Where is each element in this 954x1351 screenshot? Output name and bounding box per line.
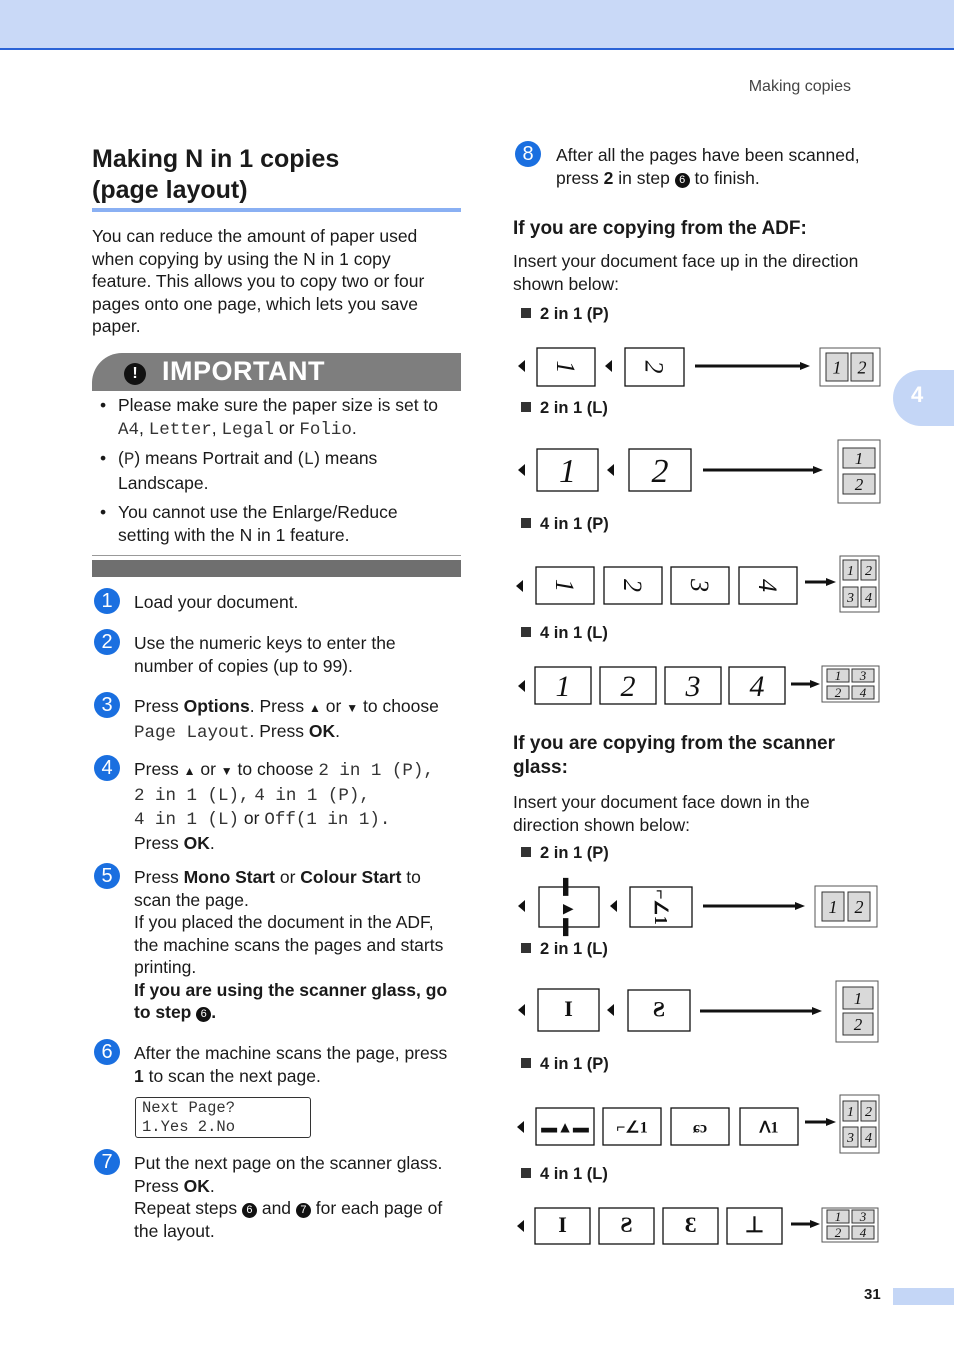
output-digit: 1	[854, 448, 864, 468]
output-digit: 2	[834, 1225, 842, 1241]
t: Press	[134, 759, 184, 779]
mirrored-digit: Ƨ	[652, 996, 666, 1022]
intro-line: when copying by using the N in 1 copy	[92, 248, 391, 269]
mirrored-digit: ▬▲▬	[541, 1119, 589, 1137]
heading-line: glass:	[513, 757, 568, 778]
arrow-head-icon	[810, 680, 820, 688]
feed-direction-icon	[517, 1220, 524, 1232]
t: Press	[134, 696, 184, 716]
step-8-number: 8	[515, 141, 541, 167]
arrow-head-icon	[795, 902, 805, 910]
feed-direction-icon	[518, 900, 525, 912]
landscape-code: L	[303, 450, 315, 470]
bullet-text: Landscape.	[118, 473, 209, 493]
step-ref-icon: 6	[242, 1203, 257, 1218]
output-digit: 2	[853, 1014, 863, 1034]
output-digit: 1	[847, 563, 854, 579]
step-5-number: 5	[94, 863, 120, 889]
arrow-head-icon	[813, 466, 823, 474]
output-digit: 1	[834, 1209, 842, 1225]
step-line: number of copies (up to 99).	[134, 655, 353, 676]
page-digit: 1	[550, 360, 580, 374]
step-note: to step	[134, 1002, 197, 1022]
intro-line: You can reduce the amount of paper used	[92, 226, 418, 246]
layout-label: 2 in 1 (P)	[540, 305, 609, 323]
feed-direction-icon	[607, 1004, 614, 1016]
step-line: After all the pages have been scanned,	[556, 145, 860, 165]
layout-label: 2 in 1 (L)	[540, 399, 608, 417]
step-ref-icon: 6	[196, 1007, 211, 1022]
colour-start-key: Colour Start	[300, 867, 402, 887]
step-2-number: 2	[94, 629, 120, 655]
step-line: Use the numeric keys to enter the	[134, 633, 396, 653]
layout-label: 2 in 1 (P)	[540, 844, 609, 862]
bullet-text: ) means Portrait and (	[134, 448, 304, 468]
feed-direction-icon	[518, 464, 525, 476]
bullet-text: ) means	[314, 448, 378, 468]
bullet-text: setting with the N in 1 feature.	[118, 525, 350, 545]
layout-label: 4 in 1 (P)	[540, 1055, 609, 1073]
output-digit: 2	[865, 1104, 872, 1120]
running-header: Making copies	[748, 78, 851, 95]
output-digit: 1	[847, 1104, 854, 1120]
t: Repeat steps	[134, 1198, 242, 1218]
exclamation-icon: !	[124, 363, 146, 385]
arrow-head-icon	[826, 1118, 836, 1126]
step-4-number: 4	[94, 755, 120, 781]
t: for each page of	[310, 1198, 443, 1218]
title-line-1: Making N in 1 copies	[92, 145, 340, 173]
step-note: If you are using the scanner glass, go	[134, 979, 448, 1000]
output-digit: 2	[865, 563, 872, 579]
intro-line: paper.	[92, 316, 141, 336]
step-7-number: 7	[94, 1149, 120, 1175]
layout-label: 4 in 1 (L)	[540, 1165, 608, 1183]
down-arrow-icon: ▼	[220, 764, 233, 778]
output-digit: 3	[859, 1209, 867, 1225]
output-digit: 1	[832, 357, 842, 378]
t: to scan the next page.	[143, 1065, 321, 1086]
ok-key: OK	[183, 832, 210, 853]
or-text: or	[278, 418, 295, 438]
chapter-number: 4	[911, 382, 924, 407]
heading-line: If you are copying from the scanner	[513, 733, 836, 754]
step-ref-icon: 7	[296, 1203, 311, 1218]
key-2: 2	[603, 167, 614, 188]
mirrored-digit: ⌐∠1	[651, 889, 671, 925]
output-digit: 4	[865, 1130, 872, 1146]
step-line: If you placed the document in the ADF,	[134, 912, 434, 932]
option-code: 2 in 1 (L),	[134, 785, 250, 806]
layout-label: 4 in 1 (P)	[540, 515, 609, 533]
desc-line: Insert your document face up in the direction	[513, 251, 859, 271]
lcd-line-2: 1.Yes 2.No	[142, 1118, 236, 1136]
step-1-text: Load your document.	[134, 592, 299, 612]
adf-heading: If you are copying from the ADF:	[513, 218, 807, 239]
title-line-2: (page layout)	[92, 176, 248, 204]
feed-direction-icon	[610, 900, 617, 912]
mirrored-digit: I	[558, 1212, 567, 1237]
t: to choose	[232, 759, 319, 779]
paper-a4: A4	[118, 420, 140, 440]
output-digit: 4	[865, 590, 872, 606]
layout-label: 2 in 1 (L)	[540, 940, 608, 958]
option-code: 2 in 1 (P),	[318, 761, 434, 781]
page-digit: 4	[752, 579, 782, 592]
mirrored-digit: ▬ ▲▬	[559, 877, 579, 937]
t: Press	[134, 832, 184, 853]
layout-label: 4 in 1 (L)	[540, 624, 608, 642]
feed-direction-icon	[518, 1004, 525, 1016]
menu-code: Page Layout	[134, 722, 250, 743]
t: and	[256, 1198, 296, 1218]
page-digit: 2	[617, 579, 647, 592]
ok-key: OK	[308, 720, 336, 741]
page-digit: 1	[559, 452, 576, 490]
feed-direction-icon	[605, 360, 612, 372]
mirrored-digit: Ɛ	[684, 1212, 697, 1237]
important-label: IMPORTANT	[162, 356, 325, 386]
bullet-dot: •	[100, 448, 107, 468]
t: .	[335, 720, 340, 741]
output-digit: 3	[847, 590, 854, 606]
step-line: printing.	[134, 957, 197, 977]
step-ref-icon: 6	[675, 173, 690, 188]
page-digit: 2	[651, 452, 669, 490]
paper-letter: Letter	[148, 420, 212, 440]
option-code: 4 in 1 (P),	[254, 785, 370, 806]
bullet-text: You cannot use the Enlarge/Reduce	[118, 502, 398, 522]
feed-direction-icon	[607, 464, 614, 476]
feed-direction-icon	[518, 680, 525, 692]
output-digit: 2	[854, 896, 864, 917]
page-number-bar	[893, 1288, 954, 1305]
page-digit: 4	[749, 670, 765, 703]
desc-line: Insert your document face down in the	[513, 792, 810, 812]
t: or	[275, 867, 301, 887]
mirrored-digit: Ƨ	[620, 1212, 633, 1237]
feed-direction-icon	[516, 580, 523, 592]
t: in step	[613, 167, 675, 188]
mirrored-digit: I	[564, 996, 573, 1021]
step-line: After the machine scans the page, press	[134, 1043, 448, 1063]
t: press	[556, 167, 604, 188]
output-digit: 1	[834, 668, 842, 684]
t: or	[320, 696, 347, 716]
page-digit: 3	[685, 670, 701, 703]
lcd-line-1: Next Page?	[142, 1099, 236, 1117]
t: .	[209, 832, 215, 853]
feed-direction-icon	[518, 360, 525, 372]
bullet-text: Please make sure the paper size is set to	[118, 395, 439, 415]
t: .	[209, 1175, 215, 1196]
key-1: 1	[134, 1065, 144, 1086]
t: to choose	[358, 696, 439, 716]
arrow-head-icon	[826, 578, 836, 586]
t: or	[195, 759, 221, 779]
arrow-head-icon	[810, 1220, 820, 1228]
down-arrow-icon: ▼	[346, 701, 359, 715]
step-line: Put the next page on the scanner glass.	[134, 1153, 443, 1173]
page-digit: 2	[620, 670, 636, 703]
arrow-head-icon	[800, 362, 810, 370]
t: Press	[134, 867, 184, 887]
page-digit: 3	[684, 579, 714, 592]
ok-key: OK	[183, 1175, 210, 1196]
step-line: the layout.	[134, 1220, 215, 1241]
t: . Press	[249, 720, 309, 741]
output-digit: 2	[854, 474, 864, 494]
feed-direction-icon	[517, 1121, 524, 1133]
mirrored-digit: ⌐∠1	[616, 1119, 648, 1137]
bullet-dot: •	[100, 395, 107, 415]
page-digit: 2	[639, 360, 669, 374]
step-1-number: 1	[94, 588, 120, 614]
portrait-code: P	[123, 450, 135, 470]
page-digit: 1	[549, 579, 579, 592]
step-6-number: 6	[94, 1039, 120, 1065]
desc-line: direction shown below:	[513, 814, 691, 835]
output-digit: 3	[859, 668, 867, 684]
output-digit: 1	[828, 896, 838, 917]
arrow-head-icon	[812, 1007, 822, 1015]
bullet-dot: •	[100, 502, 107, 522]
t: . Press	[249, 696, 310, 716]
t: to finish.	[689, 167, 760, 188]
page-digit: 1	[555, 670, 571, 703]
option-code: Off(1 in 1).	[264, 810, 391, 830]
t: Press	[134, 1175, 184, 1196]
mono-start-key: Mono Start	[183, 867, 275, 887]
step-3-number: 3	[94, 692, 120, 718]
t: to	[401, 867, 421, 887]
desc-line: shown below:	[513, 273, 620, 294]
mirrored-digit: ᐱ1	[759, 1119, 779, 1137]
step-line: the machine scans the pages and starts	[134, 934, 444, 955]
mirrored-digit: ɕɔ	[692, 1119, 708, 1137]
output-digit: 4	[859, 685, 867, 701]
output-digit: 2	[857, 357, 867, 378]
intro-line: feature. This allows you to copy two or four	[92, 271, 425, 291]
paper-legal: Legal	[221, 420, 275, 440]
t: or	[239, 808, 265, 828]
option-code: 4 in 1 (L)	[134, 810, 240, 830]
intro-line: pages onto one page, which lets you save	[92, 293, 418, 314]
options-key: Options	[183, 696, 250, 716]
important-bullet-2: • (P) means Portrait and (L) means Landscape.	[100, 447, 462, 493]
output-digit: 1	[853, 988, 863, 1008]
output-digit: 3	[847, 1130, 854, 1146]
output-digit: 2	[834, 685, 842, 701]
t: .	[211, 1002, 217, 1022]
up-arrow-icon: ▲	[309, 701, 321, 715]
page-number: 31	[864, 1286, 881, 1303]
step-line: scan the page.	[134, 889, 249, 910]
up-arrow-icon: ▲	[183, 764, 196, 778]
paper-folio: Folio	[299, 420, 352, 440]
important-bullet-1: • Please make sure the paper size is set to A4, Letter, Legal or Folio.	[100, 394, 462, 440]
output-digit: 4	[859, 1225, 867, 1241]
mirrored-digit: ⊥	[744, 1212, 765, 1237]
